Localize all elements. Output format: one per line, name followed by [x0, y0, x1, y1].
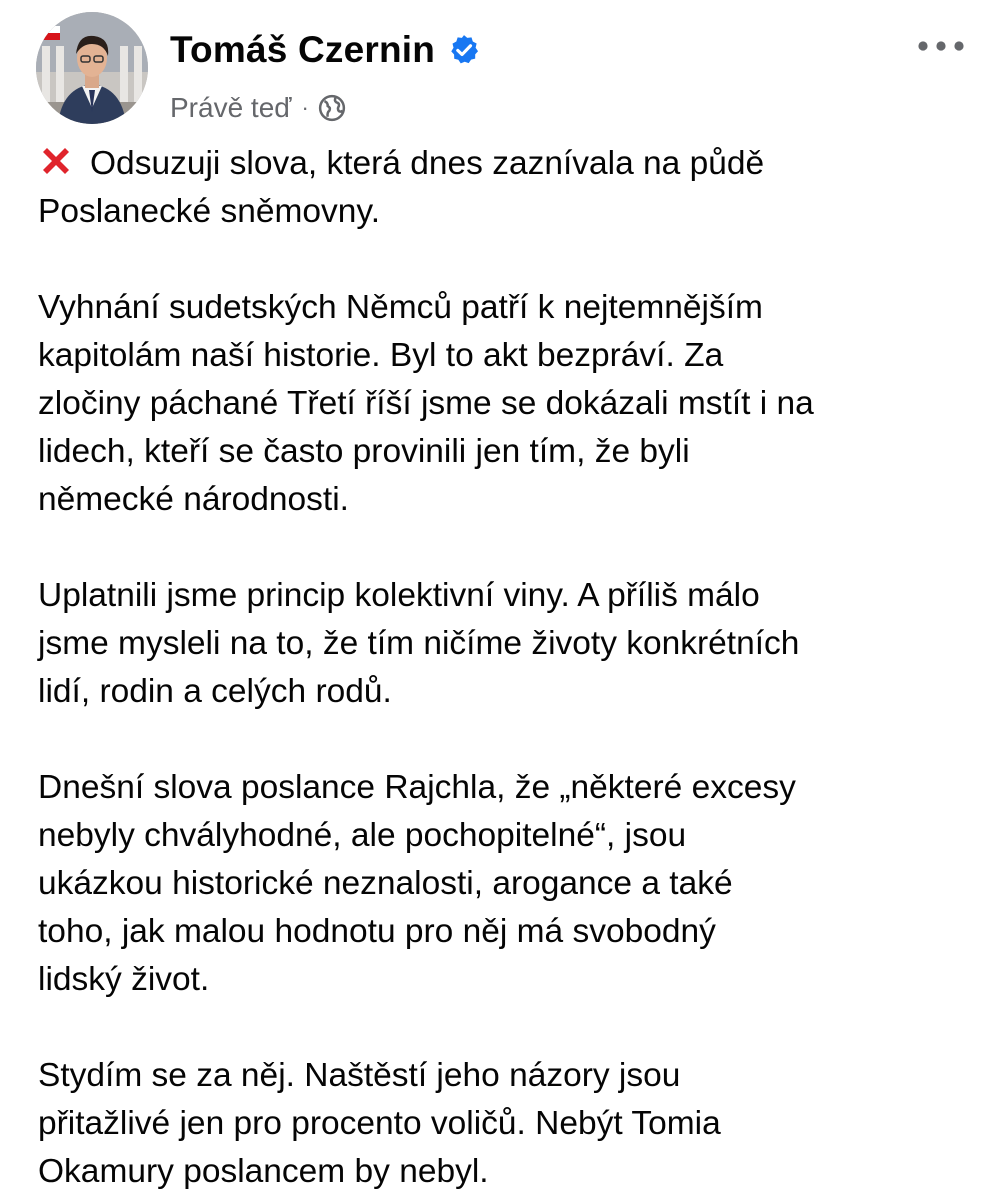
meta-separator: ·: [301, 95, 309, 120]
avatar-photo: [36, 12, 148, 124]
post-paragraph-2: Vyhnání sudetských Němců patří k nejtemnějším kapitolám naší historie. Byl to akt bezpráví. Za zločiny páchané Třetí říší jsme se dokázali mstít i na lidech, kteří se často provinili jen tím, že byli německé národnosti.: [38, 289, 814, 518]
post-paragraph-3: Uplatnili jsme princip kolektivní viny. A příliš málo jsme mysleli na to, že tím ničíme životy konkrétních lidí, rodin a celých rodů.: [38, 577, 800, 710]
post-timestamp[interactable]: Právě teď: [170, 92, 292, 123]
author-name-row: [170, 28, 481, 72]
post-header: [36, 12, 966, 124]
author-name[interactable]: Tomáš Czernin: [170, 29, 436, 70]
red-cross-mark-icon: [38, 143, 74, 179]
verified-badge-icon: [447, 33, 481, 67]
globe-icon[interactable]: [317, 93, 347, 123]
more-horizontal-icon[interactable]: [916, 36, 966, 56]
post-paragraph-text: Odsuzuji slova, která dnes zaznívala na půdě Poslanecké sněmovny.: [38, 145, 765, 230]
post-paragraph-1: [38, 140, 978, 236]
author-avatar[interactable]: [36, 12, 148, 124]
post-body: [38, 140, 978, 1196]
post-meta: [170, 90, 347, 126]
post-paragraph-5: Stydím se za něj. Naštěstí jeho názory jsou přitažlivé jen pro procento voličů. Nebýt Tomia Okamury poslancem by nebyl.: [38, 1057, 721, 1190]
post-paragraph-4: Dnešní slova poslance Rajchla, že „některé excesy nebyly chvályhodné, ale pochopitelné“, jsou ukázkou historické neznalosti, arogance a také toho, jak malou hodnotu pro něj má svobodný lidský život.: [38, 769, 796, 998]
